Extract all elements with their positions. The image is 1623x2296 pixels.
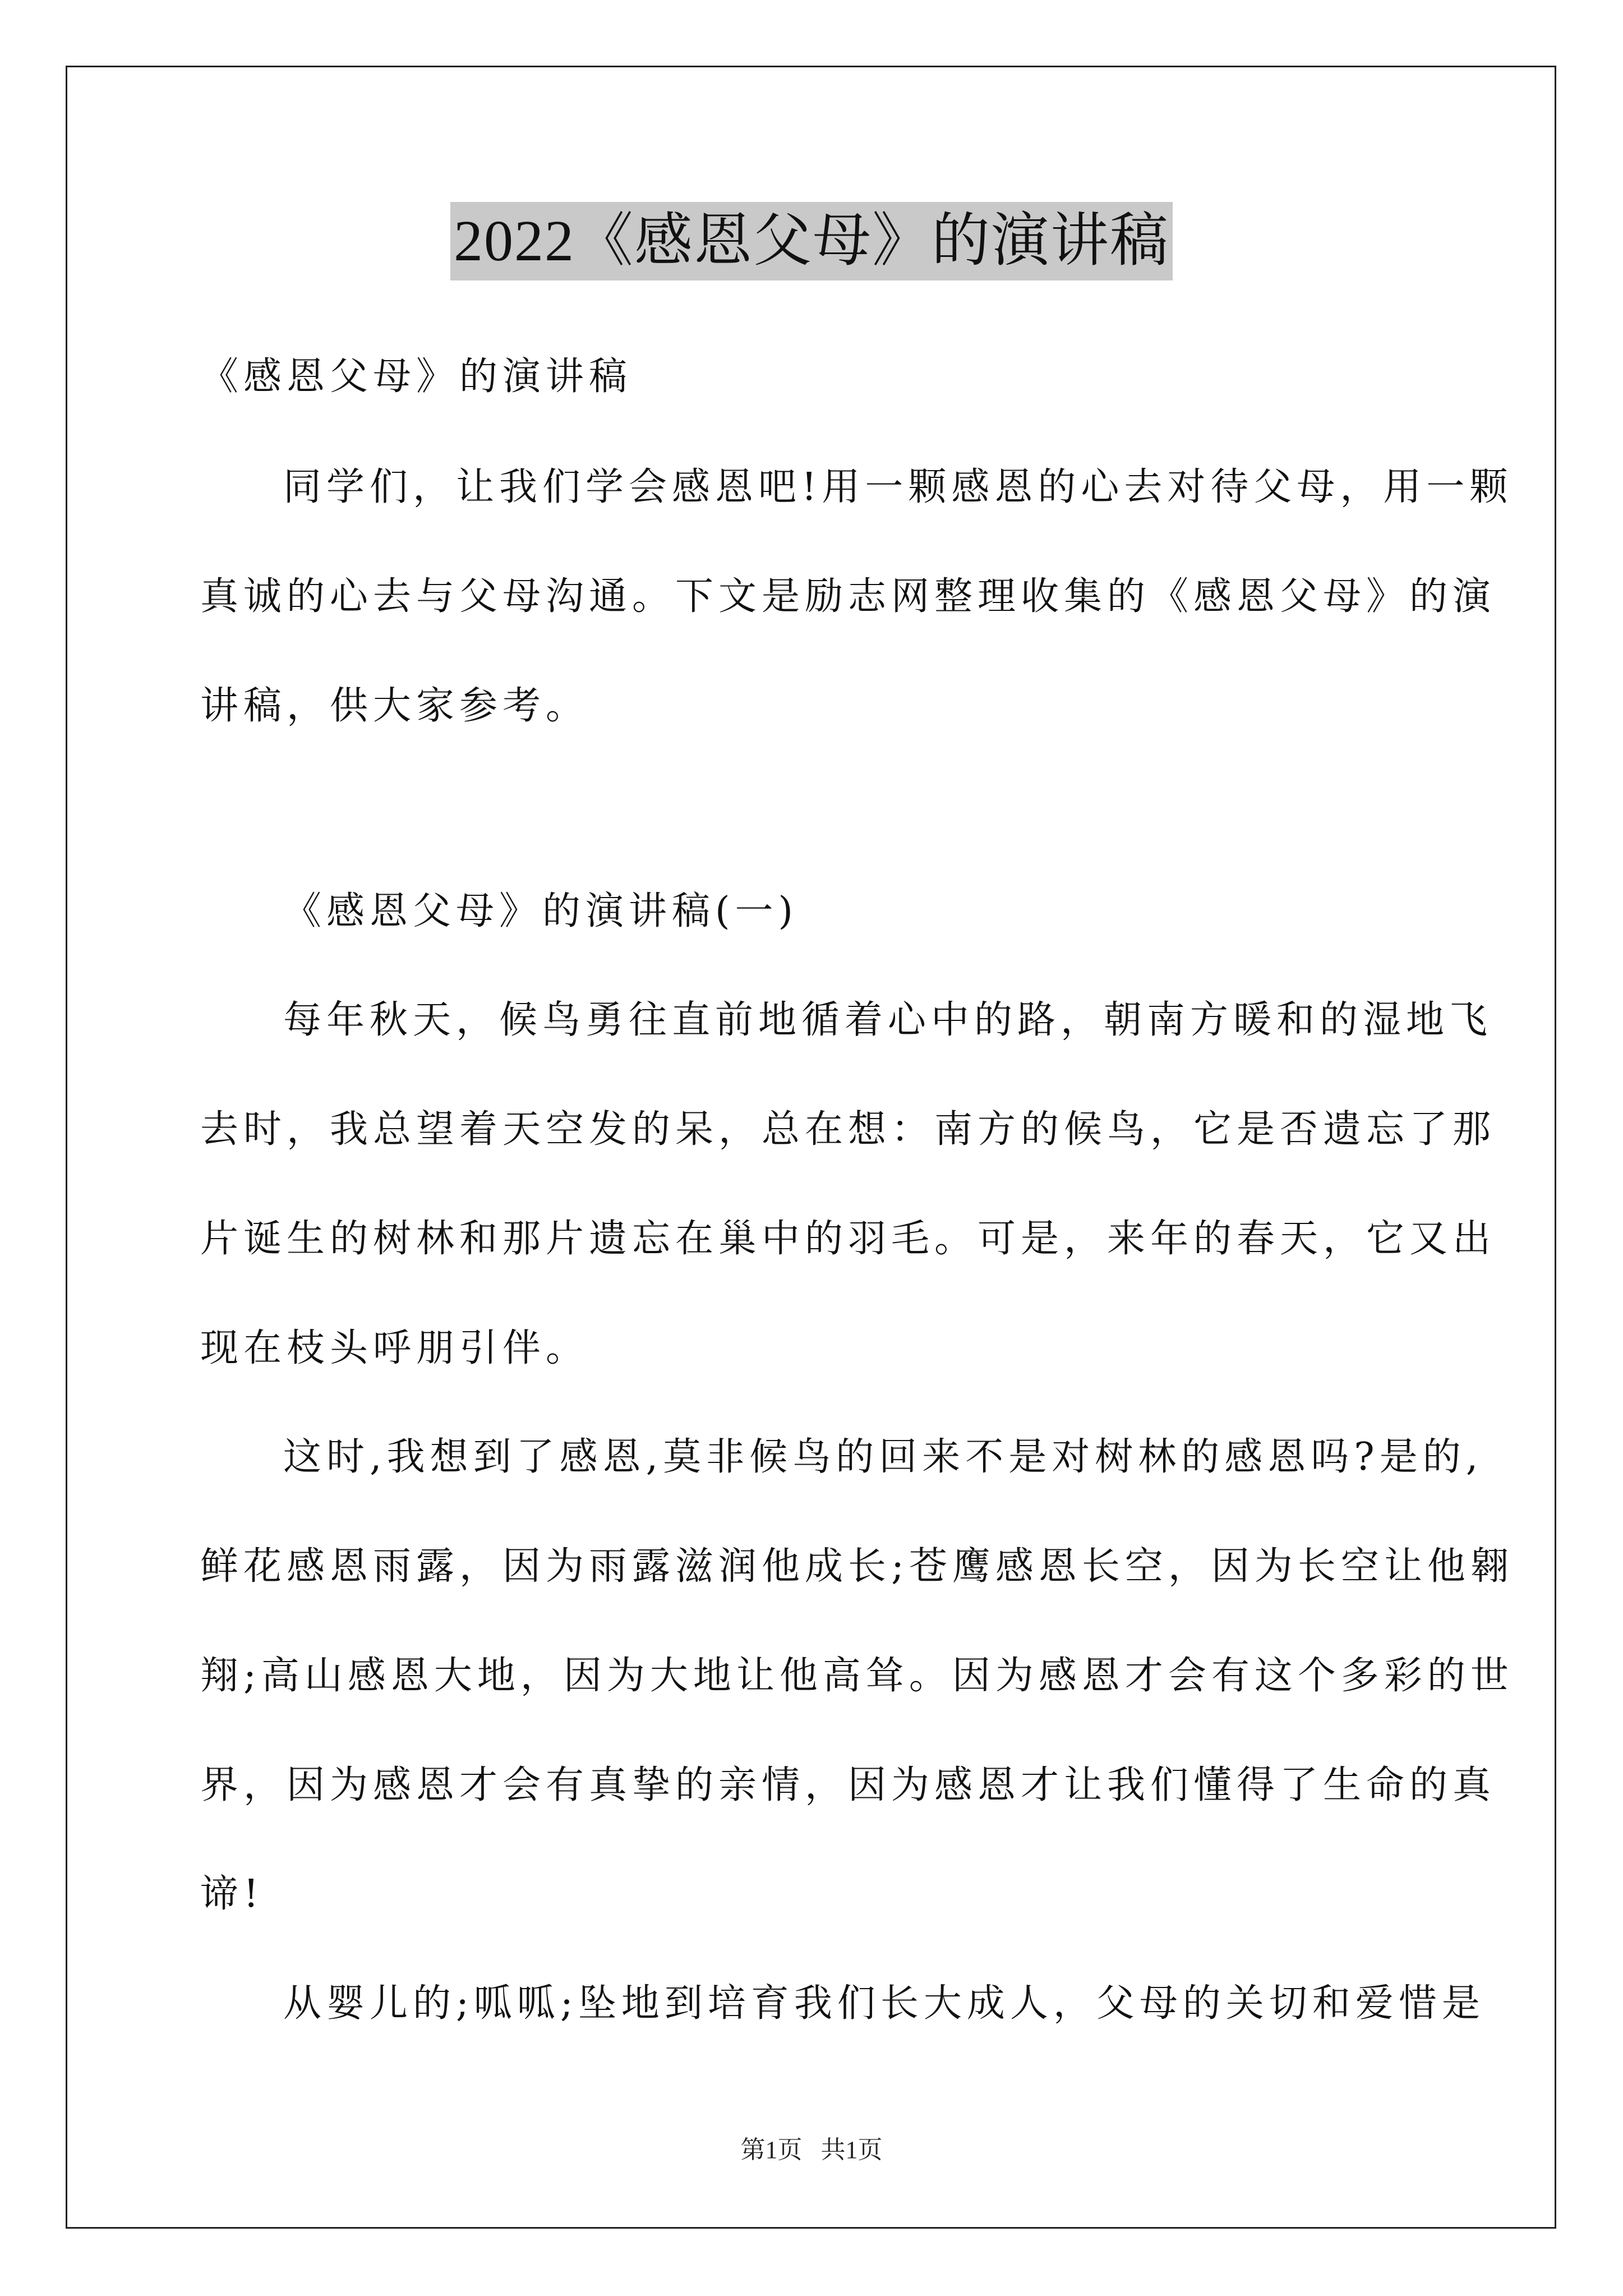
intro-line: 同学们，让我们学会感恩吧!用一颗感恩的心去对待父母，用一颗	[283, 465, 1513, 509]
page-footer: 第1页 共1页	[740, 2136, 883, 2164]
paragraph-line: 片诞生的树林和那片遗忘在巢中的羽毛。可是，来年的春天，它又出	[200, 1217, 1496, 1261]
paragraph-line: 鲜花感恩雨露，因为雨露滋润他成长;苍鹰感恩长空，因为长空让他翱	[200, 1544, 1514, 1589]
paragraph-line: 每年秋天，候鸟勇往直前地循着心中的路，朝南方暖和的湿地飞	[283, 998, 1493, 1042]
intro-line: 真诚的心去与父母沟通。下文是励志网整理收集的《感恩父母》的演	[200, 574, 1496, 619]
paragraph-line: 谛!	[200, 1872, 264, 1916]
paragraph-line: 从婴儿的;呱呱;坠地到培育我们长大成人，父母的关切和爱惜是	[283, 1981, 1485, 2026]
subtitle: 《感恩父母》的演讲稿	[200, 355, 633, 399]
paragraph-line: 翔;高山感恩大地，因为大地让他高耸。因为感恩才会有这个多彩的世	[200, 1654, 1514, 1698]
document-title: 2022《感恩父母》的演讲稿	[450, 202, 1173, 280]
section-heading: 《感恩父母》的演讲稿(一)	[283, 889, 799, 933]
paragraph-line: 现在枝头呼朋引伴。	[200, 1326, 589, 1370]
paragraph-line: 界，因为感恩才会有真挚的亲情，因为感恩才让我们懂得了生命的真	[200, 1763, 1496, 1807]
paragraph-line: 去时，我总望着天空发的呆，总在想：南方的候鸟，它是否遗忘了那	[200, 1107, 1496, 1152]
title-container	[0, 202, 1623, 280]
intro-line: 讲稿，供大家参考。	[200, 684, 589, 728]
paragraph-line: 这时,我想到了感恩,莫非候鸟的回来不是对树林的感恩吗?是的,	[283, 1435, 1483, 1479]
